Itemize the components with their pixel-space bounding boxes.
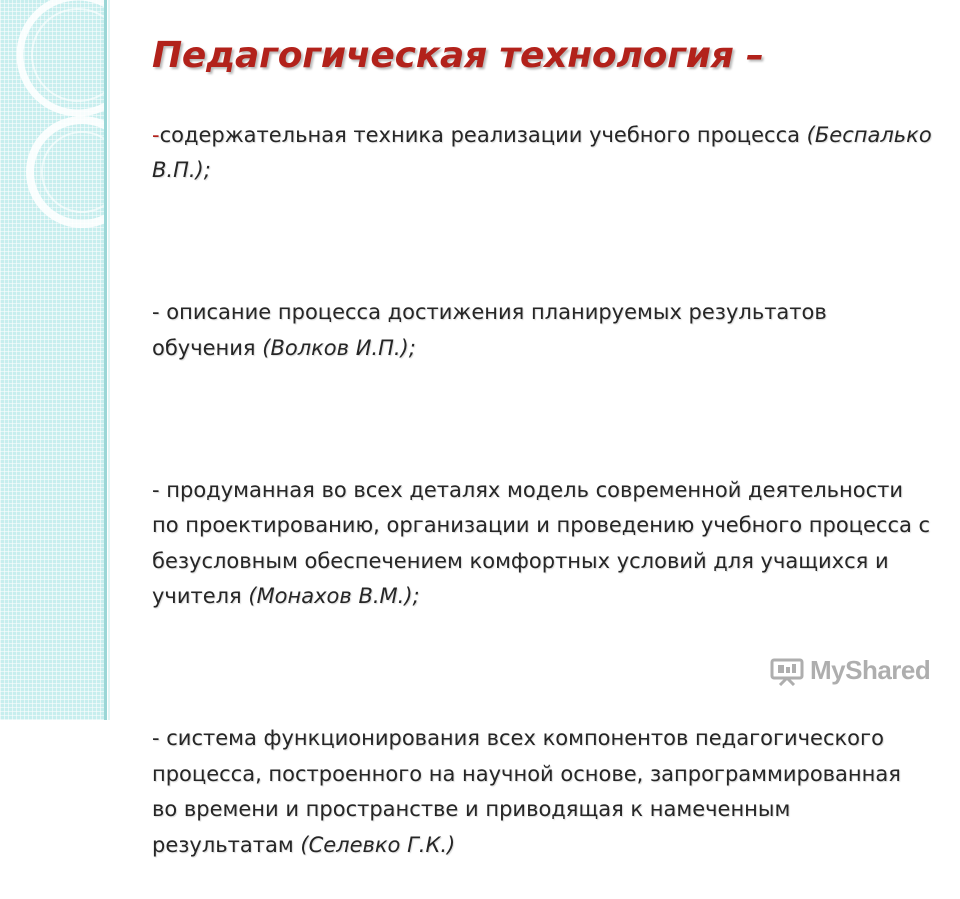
definitions-list [152, 82, 932, 899]
definition-text: содержательная техника реализации учебного процесса [159, 122, 807, 147]
slide-title: Педагогическая технология – [152, 35, 764, 76]
definition-item-2 [152, 295, 932, 366]
item-dash: - [152, 477, 167, 502]
side-band-edge-light [108, 0, 110, 720]
presentation-board-icon [770, 656, 804, 686]
definition-text: описание процесса достижения планируемых результатов обучения [152, 300, 827, 360]
definition-author: (Беспалько В.П.); [152, 122, 932, 182]
item-dash: - [152, 300, 167, 324]
definition-item-1 [152, 118, 932, 189]
definition-author: (Монахов В.М.); [248, 584, 420, 608]
definition-text: система функционирования всех компонентов педагогического процесса, построенного на научной основе, запрограммированная во времени и пространстве и приводящая к намеченным результатам [152, 726, 901, 857]
watermark [770, 655, 930, 686]
slide-content [152, 30, 932, 899]
definition-author: (Селевко Г.К.) [300, 832, 456, 857]
definition-item-3 [152, 473, 932, 615]
definition-author: (Волков И.П.); [262, 335, 416, 360]
definition-item-4 [152, 721, 932, 863]
decorative-circles [0, 0, 140, 260]
definition-text: продуманная во всех деталях модель современной деятельности по проектированию, организации и проведению учебного процесса с безусловным обеспечением комфортных условий для учащихся и учителя [152, 477, 931, 608]
item-dash: - [152, 726, 167, 750]
side-band-edge [104, 0, 107, 720]
item-dash: - [152, 122, 160, 147]
watermark-text: MyShared [810, 655, 931, 685]
